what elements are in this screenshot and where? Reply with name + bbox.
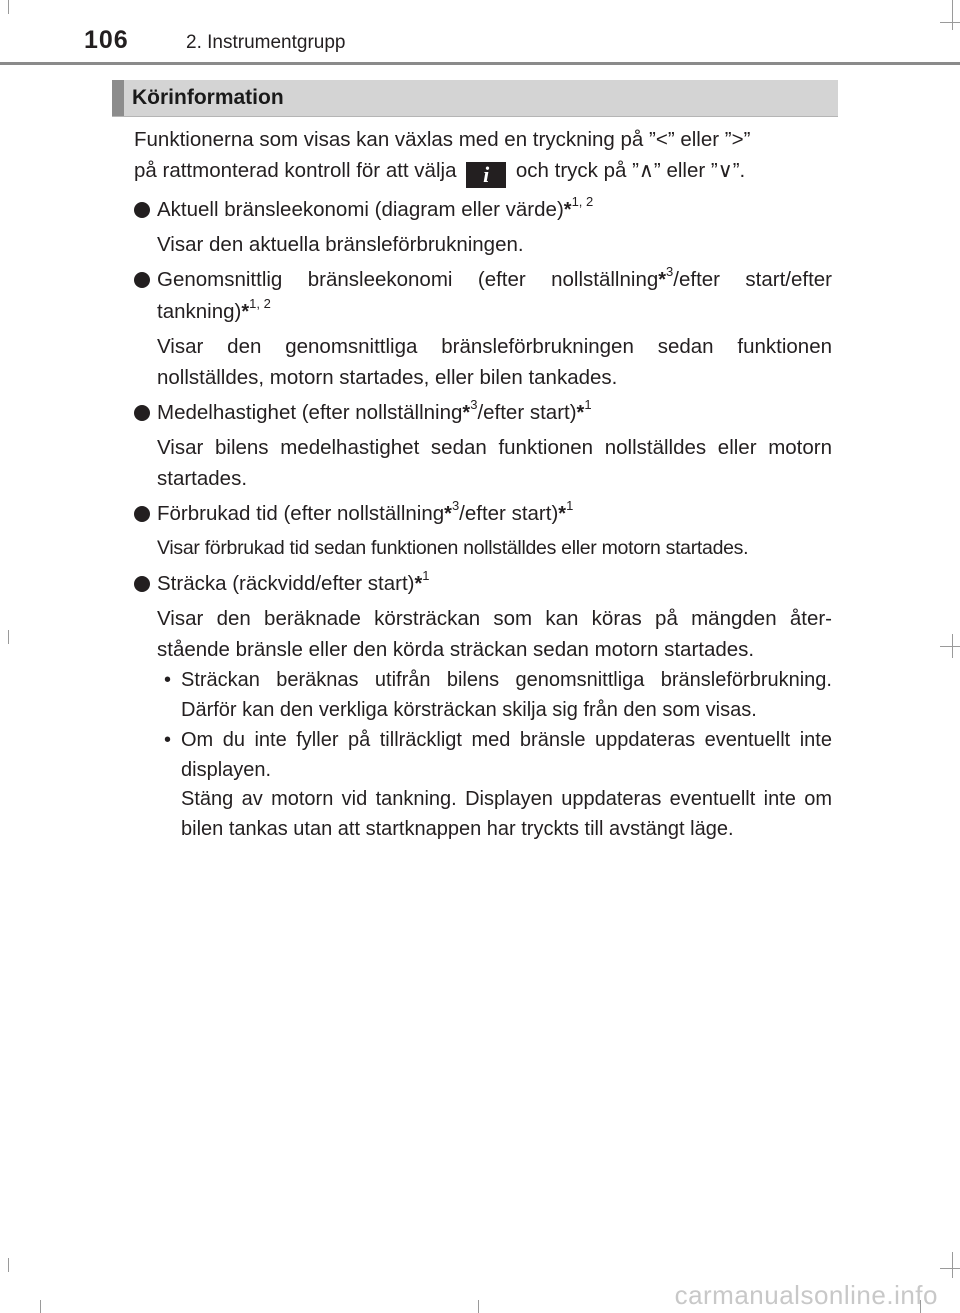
footnote-star: * [241,301,250,323]
bullet-icon [134,506,150,522]
item-description: Visar den beräknade körsträckan som kan köras på mängden åter-stående bränsle eller den körda sträckan sedan motorn startades. [157,607,832,661]
crop-mark [8,0,9,14]
footnote-ref: 1 [422,568,430,584]
list-item [134,397,832,429]
list-item [134,194,832,226]
sub-bullet: • [164,669,172,691]
footnote-ref: 1, 2 [571,194,594,210]
crop-mark [940,646,960,647]
crop-mark [40,1300,41,1313]
list-item [134,498,832,530]
footnote-ref: 3 [451,498,460,514]
list-item [134,264,832,328]
crop-mark [8,630,9,644]
crop-mark [8,1258,9,1272]
footnote-ref: 3 [666,264,674,280]
footnote-star: * [558,503,567,525]
footnote-star: * [658,269,667,291]
item-title-part-a: Förbrukad tid (efter nollställning [157,502,445,525]
chapter-title: 2. Instrumentgrupp [186,32,346,53]
intro-line-2-end: och tryck på ”∧” eller ”∨”. [515,159,746,182]
item-description: Visar förbrukad tid sedan funktionen nollställdes eller motorn startades. [157,537,749,559]
section-heading-accent [112,80,124,116]
crop-mark [940,22,960,23]
item-title-part-b: /efter start) [477,401,577,424]
footnote-ref: 1 [584,397,592,413]
crop-mark [478,1300,479,1313]
sub-bullet: • [164,729,172,751]
intro-line-1: Funktionerna som visas kan växlas med en tryckning på ”<” eller ”>” [134,128,751,151]
footnote-star: * [444,503,452,525]
bullet-icon [134,405,150,421]
sub-item-text: Sträckan beräknas utifrån bilens genomsnittliga bränsleförbrukning. Därför kan den verkliga körsträckan skilja sig från den som visas. [181,669,832,721]
intro-line-2 [134,155,832,188]
section-heading-bar [112,80,838,117]
item-title-part-a: Genomsnittlig bränsleekonomi (efter nollställning [157,268,659,291]
item-title: Sträcka (räckvidd/efter start) [157,572,415,595]
footnote-star: * [576,402,585,424]
item-description: Visar den aktuella bränsleförbrukningen. [157,233,524,256]
footnote-ref: 1 [566,498,574,514]
item-description: Visar den genomsnittliga bränsleförbrukningen sedan funktionen nollställdes, motorn startades, eller bilen tankades. [157,335,832,389]
sub-item-text: Om du inte fyller på tillräckligt med bränsle uppdateras eventuellt inte displayen. [181,729,832,781]
item-title-part-a: Medelhastighet (efter nollställning [157,401,463,424]
crop-mark [952,0,953,30]
intro-line-2-start: på rattmonterad kontroll för att välja [134,159,457,182]
bullet-icon [134,576,150,592]
page-number: 106 [84,26,129,54]
intro-paragraph [134,124,832,188]
header-rule [0,62,960,65]
crop-mark [940,1268,960,1269]
bullet-icon [134,272,150,288]
sub-list-item [134,666,832,725]
info-icon: i [466,162,506,188]
item-title-part-b: /efter start) [459,502,559,525]
bullet-icon [134,202,150,218]
item-title: Aktuell bränsleekonomi (diagram eller värde) [157,198,564,221]
section-title: Körinformation [132,86,284,109]
watermark: carmanualsonline.info [674,1280,938,1310]
page-body [134,124,832,844]
footnote-ref: 1, 2 [249,296,271,312]
crop-mark [952,1252,953,1278]
item-description: Visar bilens medelhastighet sedan funktionen nollställdes eller motorn startades. [157,436,832,490]
footnote-star: * [414,573,423,595]
footnote-star: * [563,199,572,221]
sub-list-item [134,726,832,785]
sub-item-note: Stäng av motorn vid tankning. Displayen uppdateras eventuellt inte om bilen tankas utan att startknappen har tryckts till avstängt läge. [181,788,832,840]
footnote-ref: 3 [470,397,478,413]
item-title-part-b: /efter start/efter tankning) [157,268,832,323]
footnote-star: * [462,402,471,424]
list-item [134,568,832,600]
